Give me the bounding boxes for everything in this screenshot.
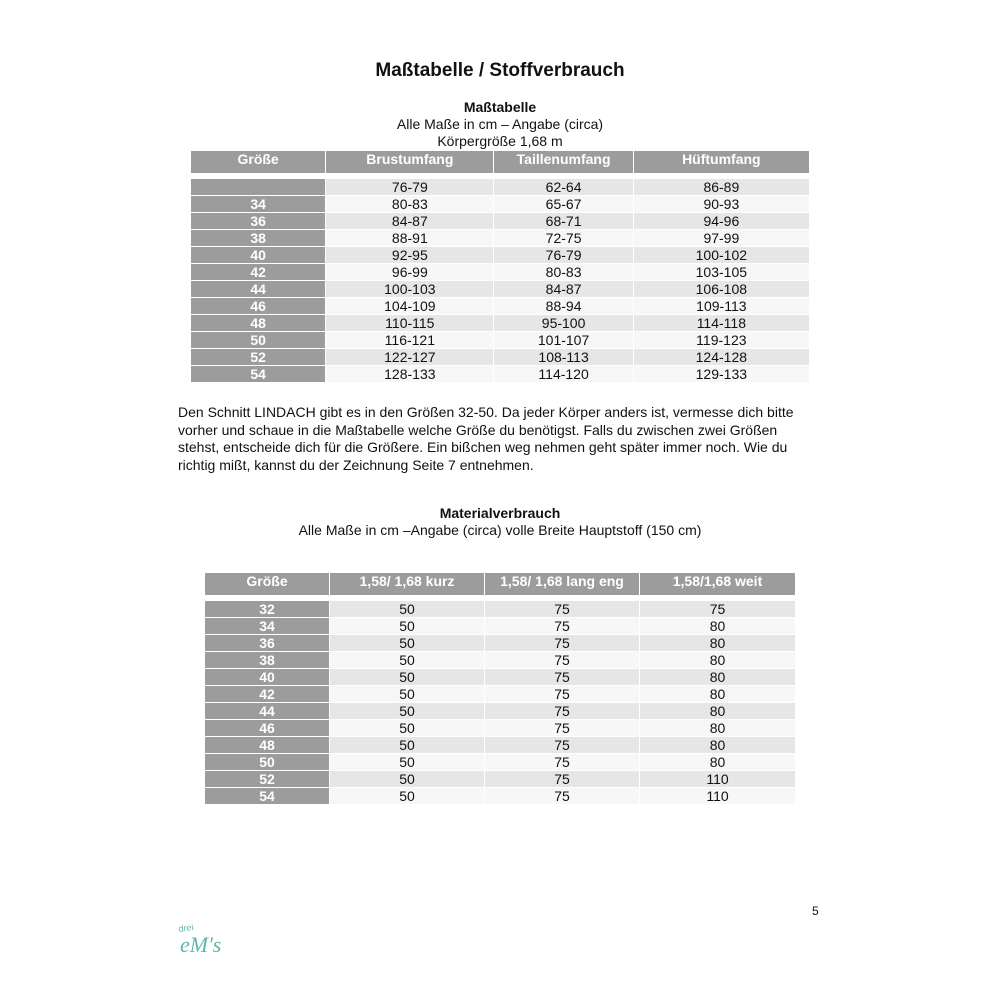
- material-table-subtitle: Alle Maße in cm –Angabe (circa) volle Breite Hauptstoff (150 cm): [298, 522, 702, 538]
- size-table-size-cell: 36: [191, 213, 325, 229]
- material-table-row: [205, 635, 795, 651]
- size-table-value-cell: 114-120: [494, 366, 632, 382]
- size-table-value-cell: 103-105: [634, 264, 809, 280]
- size-table-value-cell: 116-121: [326, 332, 493, 348]
- intro-paragraph: Den Schnitt LINDACH gibt es in den Größen 32-50. Da jeder Körper anders ist, vermesse dich bitte vorher und schaue in die Maßtabelle welche Größe du benötigst. Falls du zwischen zwei Größen stehst, entscheide dich für die Größere. Ein bißchen weg nehmen geht später immer noch. Wie du richtig mißt, kannst du der Zeichnung Seite 7 entnehmen.: [178, 404, 794, 473]
- page-number: 5: [812, 904, 819, 918]
- material-table-value-cell: 50: [330, 652, 484, 668]
- material-table-gap-cell: [205, 596, 329, 600]
- size-table-value-cell: 65-67: [494, 196, 632, 212]
- material-table-value-cell: 75: [485, 652, 639, 668]
- material-table-size-cell: 48: [205, 737, 329, 753]
- page-title: Maßtabelle / Stoffverbrauch: [375, 60, 625, 81]
- size-table-value-cell: 114-118: [634, 315, 809, 331]
- material-table-size-cell: 34: [205, 618, 329, 634]
- material-table-value-cell: 50: [330, 686, 484, 702]
- size-table-gap-cell: [634, 174, 809, 178]
- size-table-value-cell: 97-99: [634, 230, 809, 246]
- material-table-size-cell: 44: [205, 703, 329, 719]
- size-table-value-cell: 84-87: [326, 213, 493, 229]
- material-table-value-cell: 80: [640, 618, 795, 634]
- size-table-header-row: [191, 151, 809, 173]
- material-table-size-cell: 40: [205, 669, 329, 685]
- material-table-gap-cell: [485, 596, 639, 600]
- size-table-value-cell: 86-89: [634, 179, 809, 195]
- size-table-header-hueftumfang: Hüftumfang: [634, 151, 809, 173]
- material-table-header-weit: 1,58/1,68 weit: [640, 573, 795, 595]
- size-table-value-cell: 68-71: [494, 213, 632, 229]
- size-table-value-cell: 95-100: [494, 315, 632, 331]
- material-table-value-cell: 50: [330, 635, 484, 651]
- material-table-value-cell: 75: [485, 703, 639, 719]
- size-table-row: [191, 332, 809, 348]
- material-table-row: [205, 601, 795, 617]
- size-table-size-cell: [191, 179, 325, 195]
- material-table-row: [205, 618, 795, 634]
- material-table-header-row: [205, 573, 795, 595]
- material-table-size-cell: 42: [205, 686, 329, 702]
- material-table-row: [205, 788, 795, 804]
- material-table-gap-cell: [330, 596, 484, 600]
- material-table-header-gap: [205, 596, 795, 600]
- size-table-value-cell: 104-109: [326, 298, 493, 314]
- size-table-row: [191, 264, 809, 280]
- material-table-value-cell: 110: [640, 771, 795, 787]
- brand-logo: [176, 918, 246, 958]
- material-table-value-cell: 110: [640, 788, 795, 804]
- size-table-row: [191, 196, 809, 212]
- material-table-value-cell: 80: [640, 669, 795, 685]
- size-table-gap-cell: [326, 174, 493, 178]
- material-table-value-cell: 50: [330, 788, 484, 804]
- material-table-value-cell: 75: [485, 754, 639, 770]
- size-table-value-cell: 128-133: [326, 366, 493, 382]
- material-table-value-cell: 80: [640, 635, 795, 651]
- size-table-size-cell: 48: [191, 315, 325, 331]
- size-table-row: [191, 349, 809, 365]
- material-table-value-cell: 50: [330, 720, 484, 736]
- size-table-size-cell: 46: [191, 298, 325, 314]
- material-table-size-cell: 54: [205, 788, 329, 804]
- material-table-value-cell: 80: [640, 754, 795, 770]
- material-table-row: [205, 720, 795, 736]
- size-table-row: [191, 179, 809, 195]
- material-table-row: [205, 686, 795, 702]
- size-table-value-cell: 100-102: [634, 247, 809, 263]
- material-table-value-cell: 75: [485, 737, 639, 753]
- material-table-header-groesse: Größe: [205, 573, 329, 595]
- size-table-size-cell: 54: [191, 366, 325, 382]
- size-table-row: [191, 315, 809, 331]
- material-table-value-cell: 75: [485, 635, 639, 651]
- material-table-size-cell: 46: [205, 720, 329, 736]
- size-table-value-cell: 110-115: [326, 315, 493, 331]
- material-table-value-cell: 75: [485, 788, 639, 804]
- size-table-size-cell: 42: [191, 264, 325, 280]
- material-table-value-cell: 80: [640, 652, 795, 668]
- material-table-value-cell: 75: [640, 601, 795, 617]
- material-table-value-cell: 75: [485, 720, 639, 736]
- size-table-subtitle-1: Alle Maße in cm – Angabe (circa): [396, 116, 604, 132]
- material-table-size-cell: 32: [205, 601, 329, 617]
- size-table-header-groesse: Größe: [191, 151, 325, 173]
- material-table-value-cell: 50: [330, 601, 484, 617]
- size-table-value-cell: 96-99: [326, 264, 493, 280]
- size-table-size-cell: 38: [191, 230, 325, 246]
- material-table-row: [205, 754, 795, 770]
- material-table-heading: [0, 505, 1000, 539]
- size-table-gap-cell: [191, 174, 325, 178]
- size-table-size-cell: 34: [191, 196, 325, 212]
- size-table-row: [191, 366, 809, 382]
- size-table-value-cell: 129-133: [634, 366, 809, 382]
- logo-text-main: eM's: [180, 932, 222, 957]
- material-table-size-cell: 38: [205, 652, 329, 668]
- material-table-value-cell: 50: [330, 703, 484, 719]
- material-table-size-cell: 36: [205, 635, 329, 651]
- size-table-value-cell: 76-79: [326, 179, 493, 195]
- material-table-size-cell: 52: [205, 771, 329, 787]
- size-table-subtitle-2: Körpergröße 1,68 m: [437, 133, 563, 149]
- size-table-value-cell: 62-64: [494, 179, 632, 195]
- material-table-gap-cell: [640, 596, 795, 600]
- size-table-value-cell: 80-83: [494, 264, 632, 280]
- size-table: [190, 150, 810, 383]
- material-table-size-cell: 50: [205, 754, 329, 770]
- material-table-value-cell: 80: [640, 720, 795, 736]
- size-table-value-cell: 72-75: [494, 230, 632, 246]
- size-table-value-cell: 106-108: [634, 281, 809, 297]
- size-table-size-cell: 52: [191, 349, 325, 365]
- size-table-value-cell: 101-107: [494, 332, 632, 348]
- size-table-row: [191, 230, 809, 246]
- material-table-value-cell: 50: [330, 669, 484, 685]
- size-table-value-cell: 88-91: [326, 230, 493, 246]
- material-table-row: [205, 737, 795, 753]
- material-table: [204, 572, 796, 805]
- material-table-row: [205, 669, 795, 685]
- size-table-value-cell: 122-127: [326, 349, 493, 365]
- material-table-header-kurz: 1,58/ 1,68 kurz: [330, 573, 484, 595]
- size-table-value-cell: 109-113: [634, 298, 809, 314]
- material-table-value-cell: 50: [330, 737, 484, 753]
- size-table-row: [191, 213, 809, 229]
- material-table-value-cell: 50: [330, 618, 484, 634]
- size-table-value-cell: 88-94: [494, 298, 632, 314]
- size-table-value-cell: 84-87: [494, 281, 632, 297]
- size-table-row: [191, 281, 809, 297]
- material-table-value-cell: 80: [640, 686, 795, 702]
- material-table-value-cell: 50: [330, 754, 484, 770]
- size-table-value-cell: 124-128: [634, 349, 809, 365]
- size-table-header-brustumfang: Brustumfang: [326, 151, 493, 173]
- material-table-value-cell: 80: [640, 703, 795, 719]
- material-table-header-lang-eng: 1,58/ 1,68 lang eng: [485, 573, 639, 595]
- material-table-value-cell: 75: [485, 601, 639, 617]
- size-table-value-cell: 100-103: [326, 281, 493, 297]
- size-table-size-cell: 44: [191, 281, 325, 297]
- material-table-value-cell: 75: [485, 618, 639, 634]
- size-table-size-cell: 40: [191, 247, 325, 263]
- material-table-value-cell: 50: [330, 771, 484, 787]
- material-table-title: Materialverbrauch: [439, 505, 561, 521]
- material-table-row: [205, 652, 795, 668]
- logo-text-small: drei: [177, 921, 195, 934]
- size-table-header-gap: [191, 174, 809, 178]
- material-table-row: [205, 703, 795, 719]
- size-table-header-taillenumfang: Taillenumfang: [494, 151, 632, 173]
- material-table-value-cell: 75: [485, 686, 639, 702]
- size-table-gap-cell: [494, 174, 632, 178]
- size-table-value-cell: 108-113: [494, 349, 632, 365]
- material-table-value-cell: 75: [485, 771, 639, 787]
- size-table-value-cell: 92-95: [326, 247, 493, 263]
- material-table-value-cell: 80: [640, 737, 795, 753]
- size-table-value-cell: 119-123: [634, 332, 809, 348]
- material-table-value-cell: 75: [485, 669, 639, 685]
- size-table-size-cell: 50: [191, 332, 325, 348]
- material-table-row: [205, 771, 795, 787]
- size-table-row: [191, 298, 809, 314]
- size-table-value-cell: 94-96: [634, 213, 809, 229]
- size-table-value-cell: 76-79: [494, 247, 632, 263]
- size-table-value-cell: 90-93: [634, 196, 809, 212]
- size-table-value-cell: 80-83: [326, 196, 493, 212]
- size-table-heading: [0, 99, 1000, 150]
- size-table-title: Maßtabelle: [463, 99, 537, 115]
- size-table-row: [191, 247, 809, 263]
